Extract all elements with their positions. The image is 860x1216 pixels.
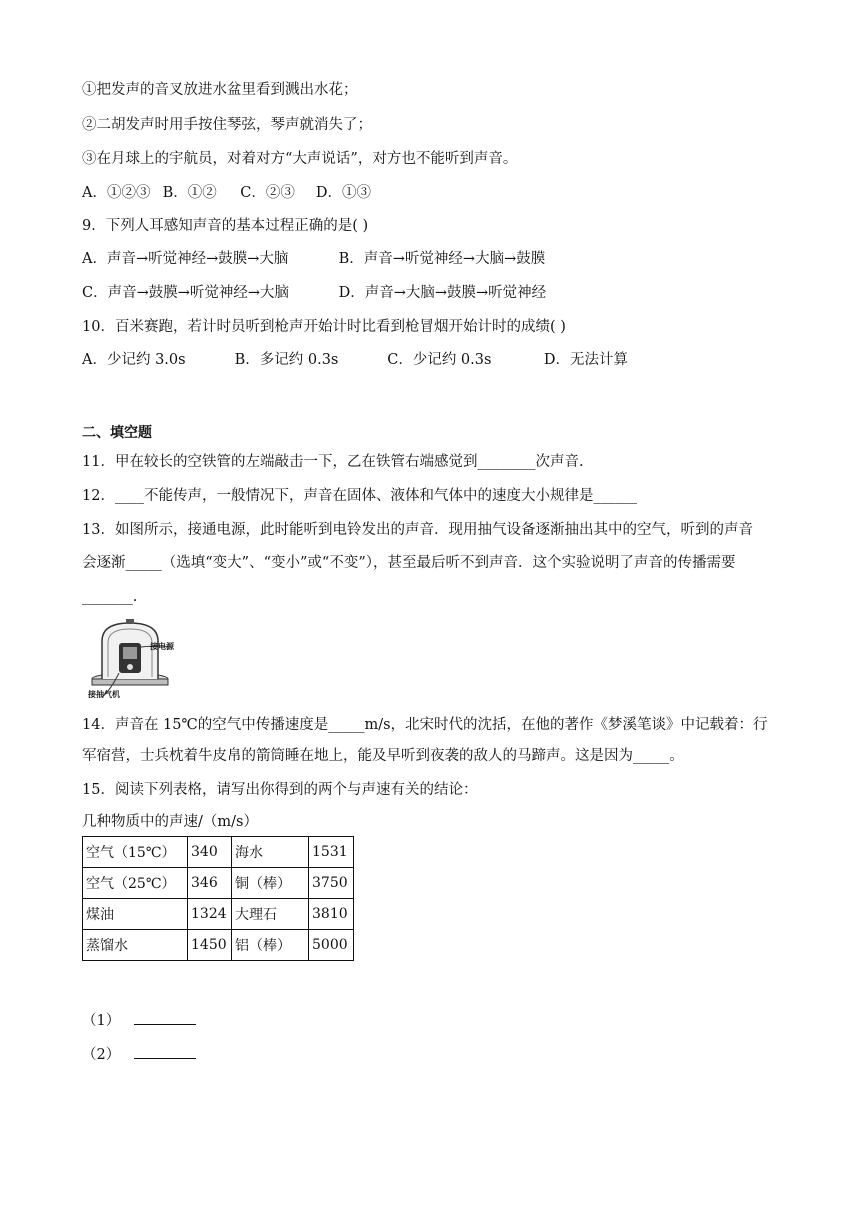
q14-line-1: 14．声音在 15℃的空气中传播速度是_____m/s，北宋时代的沈括，在他的著作《梦溪笔谈》中记载着：行 bbox=[82, 717, 768, 733]
figure-label-power: 接电源 bbox=[150, 642, 174, 651]
q15-stem: 15．阅读下列表格，请写出你得到的两个与声速有关的结论： bbox=[82, 782, 478, 798]
table-row bbox=[83, 899, 354, 930]
table-cell: 340 bbox=[188, 837, 232, 868]
q8-option-b: B．①② bbox=[162, 185, 217, 201]
q10-options bbox=[82, 350, 628, 370]
table-row bbox=[83, 837, 354, 868]
answer-blank-1[interactable] bbox=[134, 1010, 196, 1025]
q9-options-row-2 bbox=[82, 283, 546, 303]
table-cell: 空气（25℃） bbox=[83, 868, 188, 899]
q8-option-a: A．①②③ bbox=[82, 185, 151, 201]
q9-option-d: D．声音→大脑→鼓膜→听觉神经 bbox=[338, 285, 547, 301]
table-row bbox=[83, 930, 354, 961]
table-cell: 1531 bbox=[309, 837, 354, 868]
table-cell: 大理石 bbox=[232, 899, 309, 930]
table-cell: 煤油 bbox=[83, 899, 188, 930]
q10-option-a: A．少记约 3.0s bbox=[82, 352, 186, 368]
table-cell: 空气（15℃） bbox=[83, 837, 188, 868]
table-cell: 1324 bbox=[188, 899, 232, 930]
table-row bbox=[83, 868, 354, 899]
q8-option-d: D．①③ bbox=[315, 185, 371, 201]
table-cell: 3750 bbox=[309, 868, 354, 899]
q10-option-c: C．少记约 0.3s bbox=[387, 352, 492, 368]
q13-line-1: 13．如图所示，接通电源，此时能听到电铃发出的声音．现用抽气设备逐渐抽出其中的空气，听到的声音 bbox=[82, 522, 753, 538]
table-cell: 346 bbox=[188, 868, 232, 899]
bell-jar-figure bbox=[88, 617, 188, 701]
q11-text: 11．甲在较长的空铁管的左端敲击一下，乙在铁管右端感觉到________次声音. bbox=[82, 454, 584, 470]
table-cell: 铝（棒） bbox=[232, 930, 309, 961]
q10-stem: 10．百米赛跑，若计时员听到枪声开始计时比看到枪冒烟开始计时的成绩( ) bbox=[82, 319, 566, 335]
q15-answer-label-2: （2） bbox=[82, 1047, 121, 1063]
q15-answer-label-1: （1） bbox=[82, 1013, 121, 1029]
table-cell: 1450 bbox=[188, 930, 232, 961]
q8-options bbox=[82, 183, 371, 203]
table-cell: 5000 bbox=[309, 930, 354, 961]
q9-options-row-1 bbox=[82, 249, 545, 269]
q8-statement-1: ①把发声的音叉放进水盆里看到溅出水花； bbox=[82, 82, 358, 98]
q13-line-3: _______. bbox=[82, 589, 138, 605]
q8-option-c: C．②③ bbox=[240, 185, 295, 201]
table-cell: 3810 bbox=[309, 899, 354, 930]
q8-statement-2: ②二胡发声时用手按住琴弦，琴声就消失了； bbox=[82, 117, 372, 133]
table-cell: 海水 bbox=[232, 837, 309, 868]
q15-answer-2 bbox=[82, 1044, 196, 1065]
q10-option-b: B．多记约 0.3s bbox=[234, 352, 339, 368]
q8-statement-3: ③在月球上的宇航员，对着对方“大声说话”，对方也不能听到声音。 bbox=[82, 151, 518, 167]
sound-speed-table bbox=[82, 836, 354, 961]
answer-blank-2[interactable] bbox=[134, 1044, 196, 1059]
table-cell: 铜（棒） bbox=[232, 868, 309, 899]
q12-text: 12．____不能传声，一般情况下，声音在固体、液体和气体中的速度大小规律是______ bbox=[82, 488, 637, 504]
q9-stem: 9．下列人耳感知声音的基本过程正确的是( ) bbox=[82, 218, 369, 234]
q13-line-2: 会逐渐_____（选填“变大”、“变小”或“不变”），甚至最后听不到声音．这个实验说明了声音的传播需要 bbox=[82, 555, 736, 571]
figure-label-pump: 接抽气机 bbox=[88, 690, 120, 699]
q9-option-a: A．声音→听觉神经→鼓膜→大脑 bbox=[82, 251, 289, 267]
section-title-fill-in: 二、填空题 bbox=[82, 425, 152, 441]
q14-line-2: 军宿营，士兵枕着牛皮帛的箭筒睡在地上，能及早听到夜袭的敌人的马蹄声。这是因为_____。 bbox=[82, 748, 684, 764]
q10-option-d: D．无法计算 bbox=[543, 352, 628, 368]
q15-answer-1 bbox=[82, 1010, 196, 1031]
table-cell: 蒸馏水 bbox=[83, 930, 188, 961]
q15-table-caption: 几种物质中的声速/（m/s） bbox=[82, 814, 258, 830]
q9-option-b: B．声音→听觉神经→大脑→鼓膜 bbox=[338, 251, 546, 267]
q9-option-c: C．声音→鼓膜→听觉神经→大脑 bbox=[82, 285, 290, 301]
